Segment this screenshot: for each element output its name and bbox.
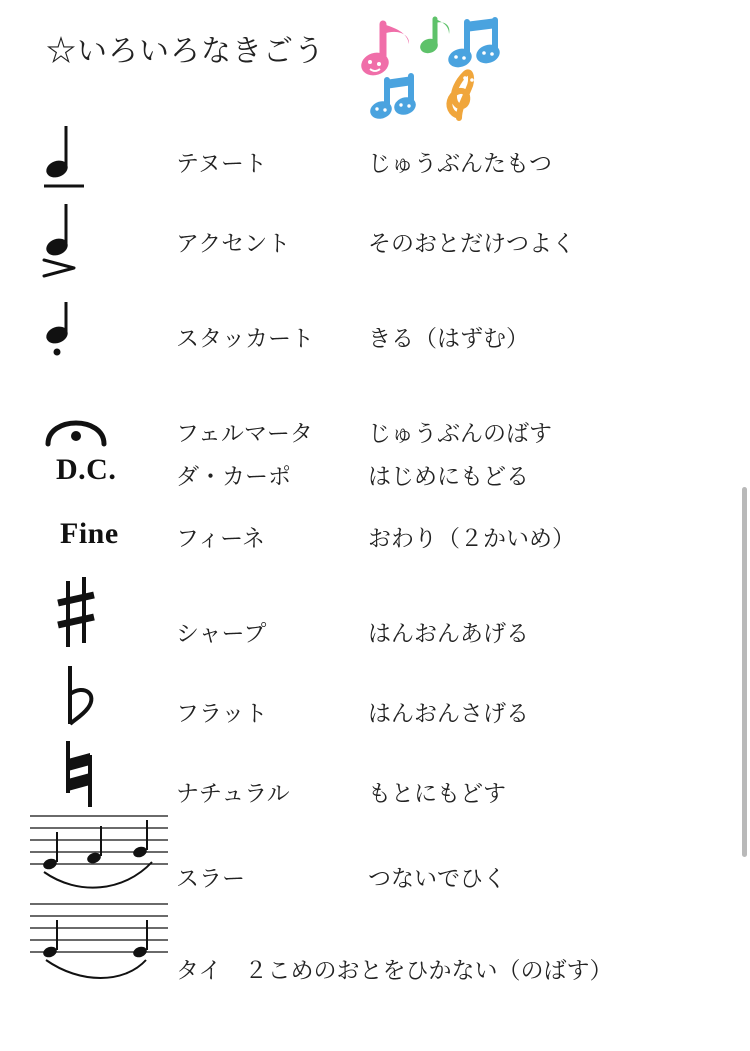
symbol-name: テヌート bbox=[176, 150, 267, 176]
symbol-desc: つないでひく bbox=[368, 865, 506, 891]
fine-icon: Fine bbox=[60, 517, 119, 550]
symbol-desc: はんおんさげる bbox=[368, 700, 529, 726]
symbol-desc: じゅうぶんたもつ bbox=[368, 150, 552, 176]
symbol-name: シャープ bbox=[176, 620, 267, 646]
symbol-name: スタッカート bbox=[176, 325, 314, 351]
symbol-name: ダ・カーポ bbox=[176, 463, 291, 489]
flat-icon bbox=[40, 660, 180, 746]
symbol-name: フェルマータ bbox=[176, 420, 313, 446]
symbol-desc: きる（はずむ） bbox=[368, 325, 529, 351]
staccato-note-icon bbox=[40, 290, 180, 380]
symbol-desc: もとにもどす bbox=[368, 780, 506, 806]
tenuto-note-icon bbox=[40, 110, 180, 200]
tie-staff-icon bbox=[28, 898, 178, 990]
sharp-icon bbox=[40, 575, 180, 661]
symbol-name: フラット bbox=[176, 700, 268, 726]
symbol-desc: はんおんあげる bbox=[368, 620, 529, 646]
page-title: ☆いろいろなきごう bbox=[46, 35, 325, 68]
accent-note-icon bbox=[40, 190, 180, 290]
fermata-icon bbox=[40, 400, 180, 460]
symbol-desc: はじめにもどる bbox=[368, 463, 529, 489]
symbol-name: スラー bbox=[176, 865, 245, 891]
symbol-name: アクセント bbox=[176, 230, 291, 256]
symbol-desc: じゅうぶんのばす bbox=[368, 420, 552, 446]
scrollbar[interactable] bbox=[742, 487, 747, 857]
da-capo-icon: D.C. bbox=[56, 453, 117, 486]
slur-staff-icon bbox=[28, 810, 178, 902]
music-notes-decoration bbox=[355, 14, 515, 124]
symbol-name: タイ ２こめのおとをひかない（のばす） bbox=[176, 957, 613, 983]
symbol-desc: おわり（２かいめ） bbox=[368, 525, 575, 551]
symbol-desc: そのおとだけつよく bbox=[368, 230, 575, 256]
symbol-name: フィーネ bbox=[176, 525, 266, 551]
natural-icon bbox=[40, 735, 180, 821]
symbol-name: ナチュラル bbox=[176, 780, 290, 806]
